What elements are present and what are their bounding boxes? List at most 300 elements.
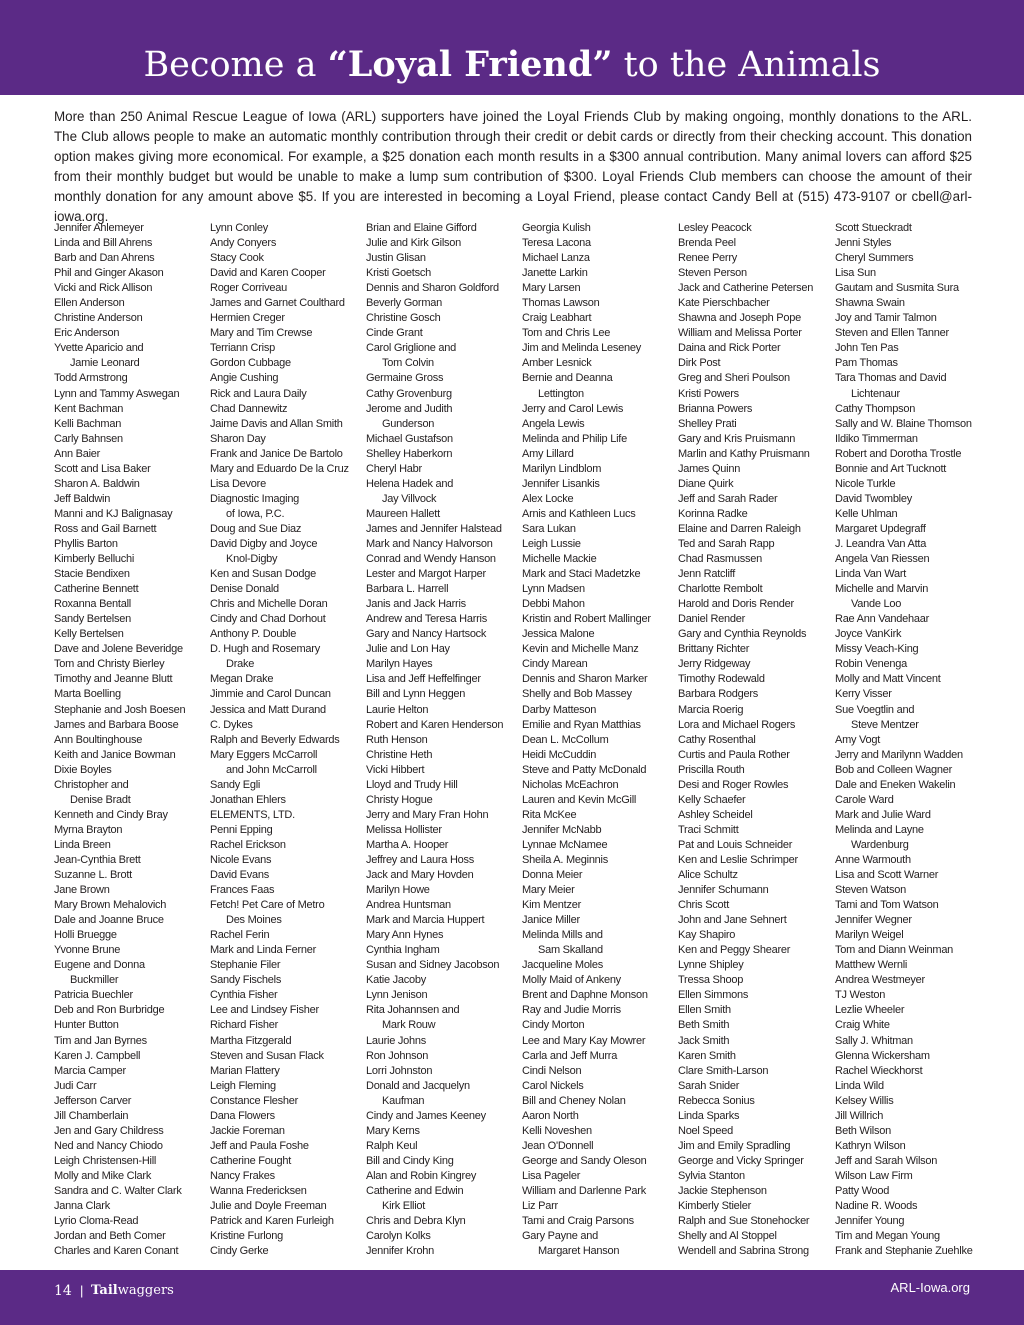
donor-name: Kelli Bachman (54, 417, 122, 430)
donor-name: Karen Smith (678, 1049, 736, 1062)
donor-name: Cindy Morton (522, 1019, 585, 1032)
donor-name: Jerry Ridgeway (678, 658, 751, 671)
donor-name: Steven and Susan Flack (210, 1049, 324, 1062)
donor-name: Jerry and Carol Lewis (522, 402, 624, 415)
donor-name: Marilyn Lindblom (522, 462, 602, 475)
donor-name: Sandy Egli (210, 778, 261, 791)
donor-name: Michelle and Marvin (835, 583, 929, 596)
donor-name: Lisa and Jeff Heffelfinger (366, 673, 481, 686)
donor-name: Diane Quirk (678, 477, 734, 490)
donor-name: Lorri Johnston (366, 1064, 433, 1077)
donor-name: Melinda and Philip Life (522, 432, 627, 445)
donor-name: Sarah Snider (678, 1079, 740, 1092)
donor-column-5 (678, 221, 830, 1259)
donor-name: Christine Heth (366, 748, 433, 761)
donor-name: Jen and Gary Childress (54, 1124, 164, 1137)
donor-name: Jeff Baldwin (54, 492, 111, 505)
donor-name: Kent Bachman (54, 402, 124, 415)
donor-name: Gordon Cubbage (210, 357, 291, 370)
donor-name: Julie and Kirk Gilson (366, 237, 462, 250)
donor-name: Jennifer Lisankis (522, 477, 600, 490)
donor-name: Jacqueline Moles (522, 959, 603, 972)
donor-name: Nicole Evans (210, 853, 272, 866)
donor-name: Terriann Crisp (210, 342, 275, 355)
donor-name: Lezlie Wheeler (835, 1004, 905, 1017)
donor-name: Fetch! Pet Care of Metro (210, 899, 325, 912)
donor-name: Lynn Jenison (366, 989, 428, 1002)
donor-name: Jean O'Donnell (522, 1139, 594, 1152)
donor-name: Teresa Lacona (522, 237, 591, 250)
donor-name: James and Garnet Coulthard (210, 297, 345, 310)
donor-name: Lynn Madsen (522, 583, 585, 596)
donor-name: Jack and Catherine Petersen (678, 282, 814, 295)
donor-column-4 (522, 221, 674, 1259)
donor-name: Mary Ann Hynes (366, 929, 444, 942)
donor-name: Wendell and Sabrina Strong (678, 1245, 809, 1258)
donor-name: Sara Lukan (522, 522, 576, 535)
donor-name: Jenn Ratcliff (678, 568, 736, 581)
donor-name: Robin Venenga (835, 658, 907, 671)
donor-name: Sheila A. Meginnis (522, 853, 608, 866)
donor-name: Manni and KJ Balignasay (54, 507, 173, 520)
donor-name: Christine Gosch (366, 312, 441, 325)
donor-name: Alan and Robin Kingrey (366, 1169, 477, 1182)
donor-name: Darby Matteson (522, 703, 597, 716)
donor-name: David Digby and Joyce (210, 537, 318, 550)
donor-name: Angie Cushing (210, 372, 279, 385)
donor-name: Janice Miller (522, 914, 580, 927)
donor-name: Lee and Mary Kay Mowrer (522, 1034, 646, 1047)
donor-name: Brianna Powers (678, 402, 753, 415)
donor-name: Georgia Kulish (522, 222, 591, 234)
page-title: Become a “Loyal Friend” to the Animals (143, 44, 881, 85)
donor-name: Doug and Sue Diaz (210, 522, 302, 535)
donor-name: Linda and Bill Ahrens (54, 237, 153, 250)
donor-name: Daina and Rick Porter (678, 342, 781, 355)
donor-name: Jeff and Sarah Wilson (835, 1154, 938, 1167)
donor-name: Gary and Cynthia Reynolds (678, 628, 807, 641)
donor-name: Christopher and (54, 778, 129, 791)
donor-name-continued: Lettington (538, 387, 584, 400)
donor-name: Lloyd and Trudy Hill (366, 778, 458, 791)
donor-name: Priscilla Routh (678, 763, 745, 776)
donor-name: Julie and Lon Hay (366, 643, 450, 656)
donor-name: Greg and Sheri Poulson (678, 372, 790, 385)
donor-name: Jennifer Krohn (366, 1245, 435, 1258)
donor-name: Melissa Hollister (366, 823, 442, 836)
donor-name: Mary Brown Mehalovich (54, 899, 167, 912)
donor-name: Sandra and C. Walter Clark (54, 1185, 182, 1197)
donor-name: Amy Vogt (835, 733, 881, 746)
donor-name: C. Dykes (210, 718, 253, 731)
donor-name: Eric Anderson (54, 327, 120, 340)
donor-name: Dale and Joanne Bruce (54, 914, 164, 927)
donor-name: Donald and Jacquelyn (366, 1079, 470, 1092)
donor-name: Nicholas McEachron (522, 778, 619, 791)
donor-name: Gary and Kris Pruismann (678, 432, 796, 445)
donor-name: Germaine Gross (366, 372, 444, 385)
donor-name: Pat and Louis Schneider (678, 838, 793, 851)
donor-name: Anne Warmouth (835, 853, 911, 866)
donor-name: Ned and Nancy Chiodo (54, 1139, 163, 1152)
donor-name: Melinda Mills and (522, 929, 603, 942)
donor-name: Roger Corriveau (210, 282, 287, 295)
donor-name: Mary Meier (522, 884, 575, 897)
donor-name: Rita Johannsen and (366, 1004, 460, 1017)
donor-name: Jackie Foreman (210, 1124, 285, 1137)
donor-name: Jack Smith (678, 1034, 730, 1047)
donor-name-continued: Jamie Leonard (70, 357, 140, 370)
donor-name: Chris and Michelle Doran (210, 598, 328, 611)
donor-name: Jim and Emily Spradling (678, 1139, 791, 1152)
donor-name: Jackie Stephenson (678, 1185, 767, 1197)
donor-name: Ross and Gail Barnett (54, 522, 157, 535)
donor-name: Marian Flattery (210, 1064, 280, 1077)
donor-name: Molly and Mike Clark (54, 1169, 152, 1182)
donor-name: Ralph and Beverly Edwards (210, 733, 340, 746)
donor-name: Deb and Ron Burbridge (54, 1004, 165, 1017)
donor-name: Rebecca Sonius (678, 1094, 755, 1107)
donor-name: Alice Schultz (678, 869, 738, 882)
donor-name-continued: Mark Rouw (382, 1019, 436, 1032)
donor-name: David Evans (210, 869, 270, 882)
donor-name: Linda Breen (54, 838, 111, 851)
donor-name: Ann Boultinghouse (54, 733, 143, 746)
donor-name-continued: of Iowa, P.C. (226, 507, 285, 520)
donor-name: Cheryl Habr (366, 462, 422, 475)
donor-name: Tom and Diann Weinman (835, 944, 954, 957)
donor-name-continued: Buckmiller (70, 974, 119, 987)
donor-name: Kerry Visser (835, 688, 892, 701)
donor-name: Lesley Peacock (678, 222, 752, 234)
donor-name: Ted and Sarah Rapp (678, 537, 775, 550)
donor-name: Janette Larkin (522, 267, 588, 280)
donor-name: Jimmie and Carol Duncan (210, 688, 331, 701)
donor-name-continued: Des Moines (226, 914, 282, 927)
donor-name: Ellen Simmons (678, 989, 749, 1002)
donor-name: Tressa Shoop (678, 974, 744, 987)
donor-name: Ellen Anderson (54, 297, 125, 310)
donor-name: Dennis and Sharon Marker (522, 673, 648, 686)
donor-name: Michael Gustafson (366, 432, 453, 445)
donor-name: Ken and Leslie Schrimper (678, 853, 798, 866)
donor-name: Marlin and Kathy Pruismann (678, 447, 810, 460)
donor-name: Alex Locke (522, 492, 574, 505)
donor-name: Dixie Boyles (54, 763, 112, 776)
donor-name: Bernie and Deanna (522, 372, 613, 385)
donor-name: Jefferson Carver (54, 1094, 132, 1107)
intro-paragraph: More than 250 Animal Rescue League of Iowa (ARL) supporters have joined the Loyal Friends Club by making ongoing, monthly donations to the ARL. The Club allows people to make an automatic monthly contribution through their credit or debit cards or directly from their checking account. This donation option makes giving more economical. For example, a $25 donation each month results in a $300 annual contribution. Many animal lovers can afford $25 from their monthly budget but would be unable to make a lump sum contribution of $300. Loyal Friends Club members can choose the amount of their monthly donation for any amount above $5. If you are interested in becoming a Loyal Friend, please contact Candy Bell at (515) 473-9107 or cbell@arl-iowa.org. (54, 109, 972, 224)
donor-name: Mark and Marcia Huppert (366, 914, 485, 927)
donor-name: Maureen Hallett (366, 507, 440, 520)
donor-name: Jennifer Young (835, 1215, 905, 1228)
donor-name: Kay Shapiro (678, 929, 736, 942)
donor-name: Heidi McCuddin (522, 748, 597, 761)
donor-name: Tara Thomas and David (835, 372, 947, 385)
donor-name: Renee Perry (678, 252, 738, 265)
donor-name: Brittany Richter (678, 643, 750, 656)
magazine-name: Tailwaggers (91, 1283, 174, 1298)
donor-name: Cindy and James Keeney (366, 1109, 486, 1122)
donor-name: Lisa Devore (210, 477, 266, 490)
donor-name: Mary Larsen (522, 282, 581, 295)
donor-name: Bill and Cindy King (366, 1154, 454, 1167)
donor-name: Donna Meier (522, 869, 583, 882)
donor-name: Michael Lanza (522, 252, 590, 265)
donor-name: Bonnie and Art Tucknott (835, 462, 947, 475)
donor-name-continued: Jay Villvock (382, 492, 437, 505)
donor-name: Pam Thomas (835, 357, 898, 370)
donor-name: Penni Epping (210, 823, 273, 836)
donor-name: Jerry and Mary Fran Hohn (366, 808, 489, 821)
donor-name: Ellen Smith (678, 1004, 731, 1017)
donor-name: John Ten Pas (835, 342, 899, 355)
donor-name: Catherine Fought (210, 1154, 291, 1167)
donor-name: Megan Drake (210, 673, 274, 686)
donor-name: Matthew Wernli (835, 959, 908, 972)
donor-name: Roxanna Bentall (54, 598, 131, 611)
donor-name: Kimberly Stieler (678, 1200, 752, 1213)
donor-name: Ron Johnson (366, 1049, 429, 1062)
donor-name: Jennifer Ahlemeyer (54, 222, 144, 234)
donor-name: Carla and Jeff Murra (522, 1049, 618, 1062)
donor-name: Beth Smith (678, 1019, 730, 1032)
donor-name: Sylvia Stanton (678, 1169, 745, 1182)
donor-name: Thomas Lawson (522, 297, 600, 310)
donor-name-continued: Kaufman (382, 1094, 425, 1107)
donor-name: Rachel Wieckhorst (835, 1064, 923, 1077)
donor-name: Mark and Nancy Halvorson (366, 537, 493, 550)
donor-name: Jerome and Judith (366, 402, 453, 415)
donor-name: Amber Lesnick (522, 357, 592, 370)
donor-name: Dana Flowers (210, 1109, 275, 1122)
donor-name: John and Jane Sehnert (678, 914, 787, 927)
donor-name: Scott Stueckradt (835, 222, 912, 234)
donor-name: Sally J. Whitman (835, 1034, 913, 1047)
donor-list (0, 221, 1024, 1261)
donor-name: Chad Rasmussen (678, 553, 762, 566)
donor-name: D. Hugh and Rosemary (210, 643, 320, 656)
donor-name: Jonathan Ehlers (210, 793, 286, 806)
donor-name: Rachel Ferin (210, 929, 270, 942)
donor-name: Martha Fitzgerald (210, 1034, 292, 1047)
donor-name: Tim and Megan Young (835, 1230, 940, 1243)
donor-name: Jessica and Matt Durand (210, 703, 326, 716)
donor-name: Phil and Ginger Akason (54, 267, 164, 280)
donor-name: Richard Fisher (210, 1019, 279, 1032)
donor-name: Vicki Hibbert (366, 763, 425, 776)
donor-name: Aaron North (522, 1109, 579, 1122)
donor-name: Todd Armstrong (54, 372, 128, 385)
donor-name: Mary and Tim Crewse (210, 327, 313, 340)
donor-name: Jennifer Schumann (678, 884, 769, 897)
donor-name: Craig White (835, 1019, 890, 1032)
donor-name: Hermien Creger (210, 312, 285, 325)
donor-name-continued: Gunderson (382, 417, 435, 430)
donor-name-continued: and John McCarroll (226, 763, 317, 776)
donor-name: Craig Leabhart (522, 312, 592, 325)
donor-name: Sandy Fischels (210, 974, 282, 987)
donor-name-continued: Steve Mentzer (851, 718, 919, 731)
donor-name: Steven Watson (835, 884, 906, 897)
donor-name: Angela Van Riessen (835, 553, 930, 566)
donor-name: Tami and Craig Parsons (522, 1215, 634, 1228)
donor-name: Robert and Dorotha Trostle (835, 447, 962, 460)
donor-name: Patricia Buechler (54, 989, 133, 1002)
donor-name: Eugene and Donna (54, 959, 145, 972)
donor-name: Cindy Gerke (210, 1245, 269, 1258)
donor-name: Mary and Eduardo De la Cruz (210, 462, 349, 475)
donor-name: Bill and Cheney Nolan (522, 1094, 626, 1107)
donor-name: Lauren and Kevin McGill (522, 793, 637, 806)
donor-name: Cinde Grant (366, 327, 423, 340)
donor-name: Diagnostic Imaging (210, 492, 300, 505)
donor-name: Ashley Scheidel (678, 808, 753, 821)
donor-name: Rachel Erickson (210, 838, 286, 851)
donor-name: Beverly Gorman (366, 297, 442, 310)
donor-name-continued: Sam Skalland (538, 944, 603, 957)
donor-name: Cynthia Fisher (210, 989, 278, 1002)
donor-name: Linda Sparks (678, 1109, 740, 1122)
donor-name: Steven Person (678, 267, 747, 280)
donor-name: Chad Dannewitz (210, 402, 288, 415)
donor-name: Kimberly Belluchi (54, 553, 135, 566)
donor-name: Scott and Lisa Baker (54, 462, 151, 475)
donor-name: Janis and Jack Harris (366, 598, 466, 611)
donor-name: Catherine Bennett (54, 583, 139, 596)
donor-name: Susan and Sidney Jacobson (366, 959, 500, 972)
donor-name: Lisa Pageler (522, 1169, 581, 1182)
donor-name: Desi and Roger Rowles (678, 778, 789, 791)
donor-name: Clare Smith-Larson (678, 1064, 769, 1077)
donor-name: Harold and Doris Render (678, 598, 794, 611)
donor-name: Tim and Jan Byrnes (54, 1034, 147, 1047)
donor-name: Marta Boelling (54, 688, 121, 701)
page-number: 14 (54, 1283, 72, 1299)
donor-name: Charles and Karen Conant (54, 1245, 179, 1258)
donor-name: Michelle Mackie (522, 553, 597, 566)
donor-name: Kristin and Robert Mallinger (522, 613, 651, 626)
donor-name: Debbi Mahon (522, 598, 585, 611)
donor-name: Keith and Janice Bowman (54, 748, 176, 761)
donor-name: Kate Pierschbacher (678, 297, 770, 310)
donor-name: Mary Eggers McCarroll (210, 748, 318, 761)
website-link[interactable]: ARL-Iowa.org (890, 1280, 970, 1295)
donor-name: Marcia Roerig (678, 703, 744, 716)
donor-name: Mark and Staci Madetzke (522, 568, 641, 581)
donor-name: Dean L. McCollum (522, 733, 609, 746)
donor-name: Rick and Laura Daily (210, 387, 307, 400)
donor-name: Timothy and Jeanne Blutt (54, 673, 173, 686)
donor-name: Lee and Lindsey Fisher (210, 1004, 319, 1017)
donor-name: Shelly and Bob Massey (522, 688, 632, 701)
donor-name: Brenda Peel (678, 237, 736, 250)
donor-name: Kristi Powers (678, 387, 739, 400)
donor-name: Cindy Marean (522, 658, 588, 671)
donor-name: Missy Veach-King (835, 643, 919, 656)
donor-name: ELEMENTS, LTD. (210, 808, 295, 821)
donor-name: Christine Anderson (54, 312, 143, 325)
donor-name: Beth Wilson (835, 1124, 891, 1137)
donor-name: Stephanie and Josh Boesen (54, 703, 186, 716)
donor-name: Jim and Melinda Leseney (522, 342, 641, 355)
donor-name: Yvette Aparicio and (54, 342, 144, 355)
donor-name: Mary Kerns (366, 1124, 420, 1137)
donor-name: Barb and Dan Ahrens (54, 252, 155, 265)
donor-name: Kevin and Michelle Manz (522, 643, 639, 656)
donor-name: Sue Voegtlin and (835, 703, 915, 716)
donor-name: George and Vicky Springer (678, 1154, 804, 1167)
donor-name: Wanna Fredericksen (210, 1185, 307, 1197)
donor-name: Lynne Shipley (678, 959, 744, 972)
donor-name: Jerry and Marilynn Wadden (835, 748, 963, 761)
donor-name: Holli Bruegge (54, 929, 117, 942)
donor-name: David and Karen Cooper (210, 267, 326, 280)
donor-name: Justin Glisan (366, 252, 426, 265)
donor-name: Barbara L. Harrell (366, 583, 449, 596)
donor-name: Marilyn Howe (366, 884, 430, 897)
donor-name: Lynn and Tammy Aswegan (54, 387, 180, 400)
donor-name: Conrad and Wendy Hanson (366, 553, 496, 566)
donor-name: Lora and Michael Rogers (678, 718, 796, 731)
donor-name: Janna Clark (54, 1200, 110, 1213)
donor-name: Linda Van Wart (835, 568, 907, 581)
donor-name: Carol Nickels (522, 1079, 584, 1092)
donor-name: Catherine and Edwin (366, 1185, 464, 1197)
donor-name: Barbara Rodgers (678, 688, 759, 701)
donor-name: Mark and Linda Ferner (210, 944, 317, 957)
donor-name: Patrick and Karen Furleigh (210, 1215, 334, 1228)
donor-name: Cathy Rosenthal (678, 733, 756, 746)
donor-name: Tom and Christy Bierley (54, 658, 165, 671)
donor-name: Andrea Huntsman (366, 899, 451, 912)
donor-name: Ralph and Sue Stonehocker (678, 1215, 810, 1228)
donor-name: Kelly Schaefer (678, 793, 746, 806)
donor-name: TJ Weston (835, 989, 886, 1002)
donor-name: Carolyn Kolks (366, 1230, 431, 1243)
donor-name: Leigh Christensen-Hill (54, 1154, 157, 1167)
donor-name: Margaret Updegraff (835, 522, 926, 535)
donor-name: Lisa Sun (835, 267, 876, 280)
donor-name: Kelle Uhlman (835, 507, 898, 520)
donor-name: Chris Scott (678, 899, 730, 912)
donor-name: Shawna Swain (835, 297, 905, 310)
donor-name: Nicole Turkle (835, 477, 896, 490)
donor-name: Bob and Colleen Wagner (835, 763, 953, 776)
donor-name: Cheryl Summers (835, 252, 914, 265)
footer-separator: | (80, 1283, 84, 1298)
donor-name: Shelly and Al Stoppel (678, 1230, 777, 1243)
donor-name: Anthony P. Double (210, 628, 297, 641)
donor-name: Jane Brown (54, 884, 110, 897)
donor-name: Glenna Wickersham (835, 1049, 930, 1062)
donor-name: Laurie Helton (366, 703, 429, 716)
donor-name-continued: Drake (226, 658, 255, 671)
donor-name: Liz Parr (522, 1200, 558, 1213)
donor-name: Shawna and Joseph Pope (678, 312, 801, 325)
donor-column-3 (366, 221, 518, 1259)
donor-name: Jill Chamberlain (54, 1109, 129, 1122)
donor-name: Jaime Davis and Allan Smith (210, 417, 343, 430)
donor-name: Judi Carr (54, 1079, 97, 1092)
donor-name: William and Melissa Porter (678, 327, 802, 340)
donor-name: Rae Ann Vandehaar (835, 613, 930, 626)
donor-name: Jack and Mary Hovden (366, 869, 474, 882)
title-emphasis: “Loyal Friend” (327, 44, 613, 85)
donor-name: Marilyn Weigel (835, 929, 904, 942)
donor-name: Korinna Radke (678, 507, 748, 520)
donor-name: Wilson Law Firm (835, 1169, 913, 1182)
